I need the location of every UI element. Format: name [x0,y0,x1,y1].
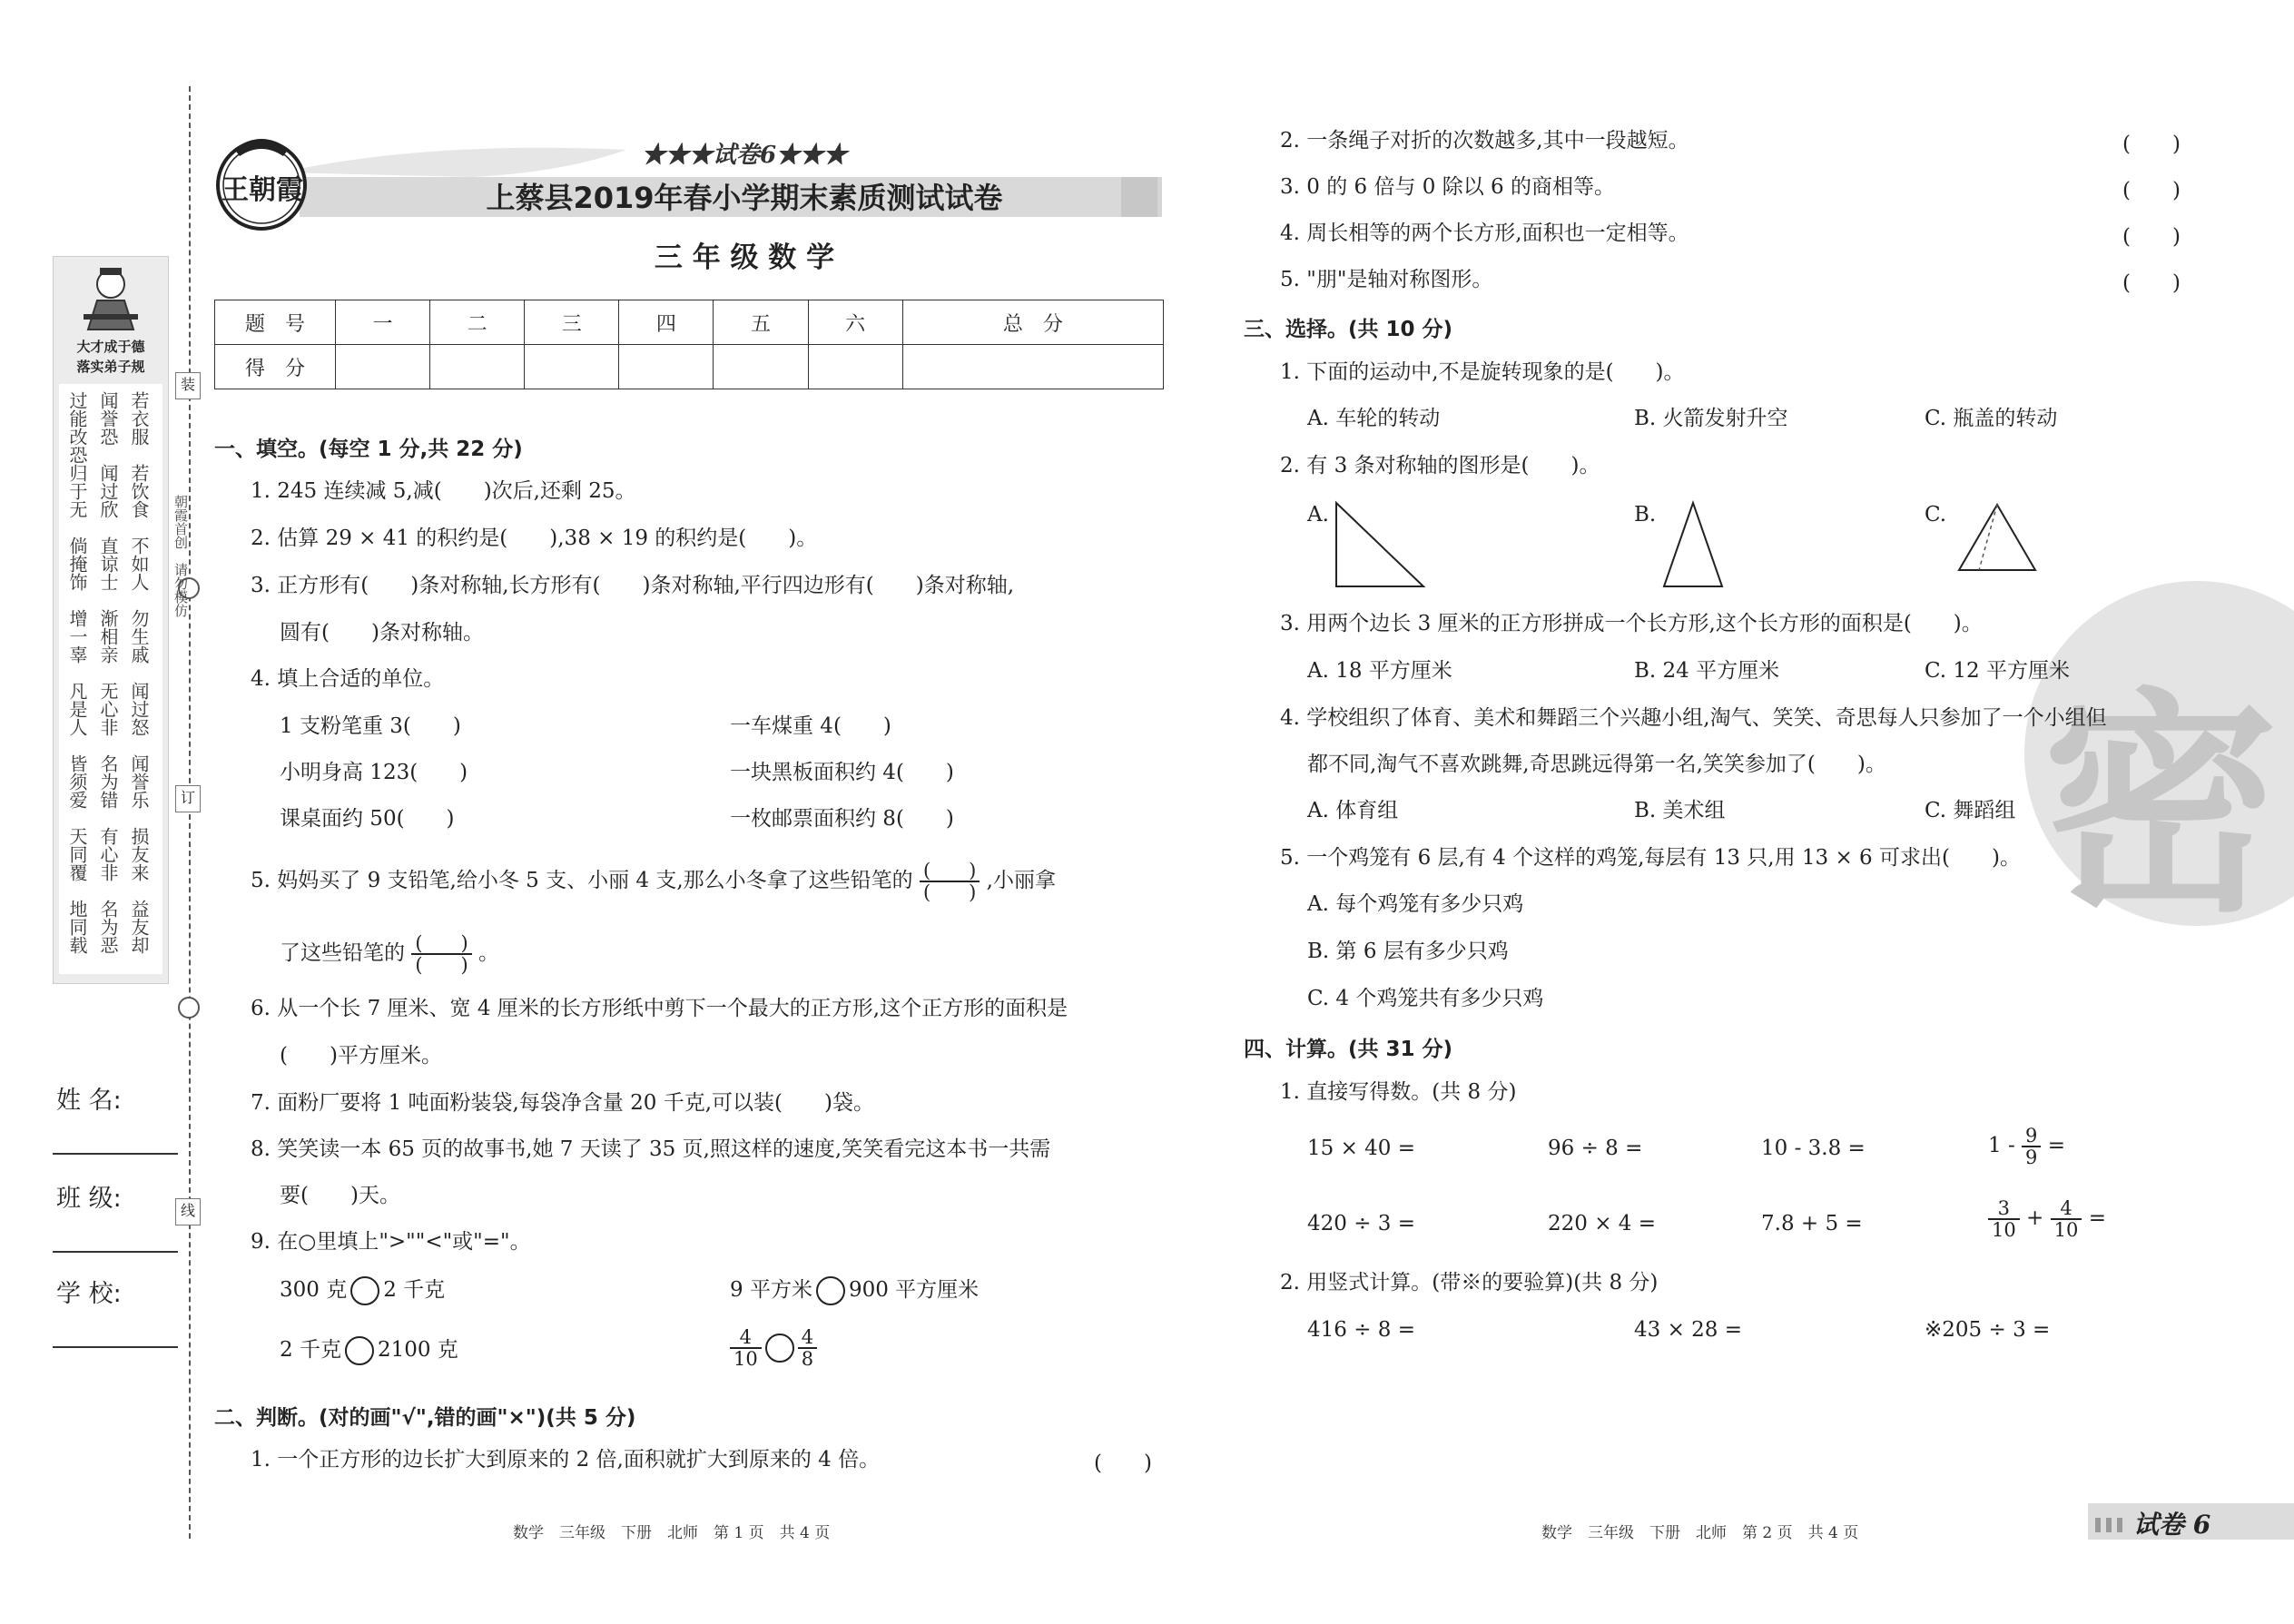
judge-item: 1. 一个正方形的边长扩大到原来的 2 倍,面积就扩大到原来的 4 倍。 [251,1448,881,1471]
judge-item: 3. 0 的 6 倍与 0 除以 6 的商相等。 [1280,175,1615,199]
paper-label: ★★★试卷6★★★ [641,142,848,169]
q9-right: 2 千克 [383,1278,446,1302]
poem-column: 若衣服 [128,391,150,446]
poem-column: 增一辜 [66,609,88,664]
footer-tag: 试卷 6 [2133,1510,2211,1540]
option[interactable]: A. 18 平方厘米 [1307,659,1452,683]
score-cell[interactable] [336,345,430,389]
poem-column: 凡是人 [66,682,88,736]
option[interactable]: B. 第 6 层有多少只鸡 [1307,940,1509,963]
p1-q1: 1. 245 连续减 5,减( )次后,还剩 25。 [251,479,636,503]
binding-mark-2: 订 [175,785,201,812]
stamp-text: 密 [2043,670,2279,944]
score-col-4: 四 [619,300,714,345]
score-cell[interactable] [808,345,902,389]
score-col-6: 六 [808,300,902,345]
p1-q5b-text: 了这些铅笔的 [280,941,405,965]
poem-column: 地同载 [66,900,88,954]
binding-line [189,86,191,1539]
right-triangle-shape [1333,499,1433,590]
calc-item: 43 × 28 = [1634,1318,1743,1342]
q9-left: 2 千克 [280,1338,341,1362]
poem-column: 闻过欣 [97,464,119,518]
fraction-num: 4 [730,1327,762,1349]
compare-circle[interactable] [345,1336,374,1365]
p1-q4: 4. 填上合适的单位。 [251,667,445,691]
calc-item: 10 - 3.8 = [1761,1137,1866,1160]
fraction-den: 10 [1992,1219,2016,1241]
score-cell[interactable] [430,345,525,389]
poem-column: 过能改恐 [66,391,88,464]
poem-column: 渐相亲 [97,609,119,664]
score-col-2: 二 [430,300,525,345]
poem-column: 名为错 [97,754,119,809]
fraction-den: 10 [2053,1219,2079,1241]
option[interactable]: B. 24 平方厘米 [1634,659,1780,683]
p1-q6a: 6. 从一个长 7 厘米、宽 4 厘米的长方形纸中剪下一个最大的正方形,这个正方形的面积是 [251,997,1068,1020]
fraction-den: ( ) [415,954,468,976]
p1-q9-compare-4 [730,1327,817,1369]
poem-column: 若饮食 [128,464,150,518]
footer-right: 数学 三年级 下册 北师 第 2 页 共 4 页 [1541,1524,1859,1542]
calc-item: ※205 ÷ 3 = [1925,1318,2051,1342]
calc-item: 7.8 + 5 = [1761,1212,1863,1235]
calc-op: + [2026,1206,2044,1230]
option[interactable]: A. 车轮的转动 [1307,407,1441,430]
poem-column: 皆须爱 [66,754,88,809]
footer-left: 数学 三年级 下册 北师 第 1 页 共 4 页 [513,1524,831,1542]
poem-column: 勿生戚 [128,609,150,664]
equilateral-triangle-shape [1952,499,2043,590]
calc-item: 96 ÷ 8 = [1548,1137,1643,1160]
p1-q9-compare-1 [280,1276,445,1305]
score-table-header-row [215,300,1164,345]
poem-column: 归于无 [66,464,88,518]
score-col-1: 一 [336,300,430,345]
score-table-score-row [215,345,1164,389]
compare-circle[interactable] [816,1276,845,1305]
logo-text: 王朝霞 [222,174,303,206]
q9-right: 2100 克 [377,1338,458,1362]
option[interactable]: A. [1307,503,1329,527]
score-cell[interactable] [902,345,1163,389]
option[interactable]: B. 火箭发射升空 [1634,407,1788,430]
poem-column: 无心非 [97,682,119,736]
p3-q4a: 4. 学校组织了体育、美术和舞蹈三个兴趣小组,淘气、笑笑、奇思每人只参加了一个小组但 [1280,706,2107,730]
stamp-circle [2024,581,2294,944]
isosceles-triangle-shape [1657,499,1729,590]
name-field[interactable] [53,1153,178,1155]
class-field[interactable] [53,1251,178,1253]
p1-q5a [251,861,1056,902]
judge-item: 2. 一条绳子对折的次数越多,其中一段越短。 [1280,129,1689,153]
poem-column: 闻誉恐 [97,391,119,446]
p1-q3b: 圆有( )条对称轴。 [280,621,484,645]
p3-q2: 2. 有 3 条对称轴的图形是( )。 [1280,454,1600,477]
calc-item: 220 × 4 = [1548,1212,1657,1235]
option[interactable]: A. 每个鸡笼有多少只鸡 [1307,892,1524,916]
judge-item: 5. "朋"是轴对称图形。 [1280,268,1493,291]
p1-q5b-end: 。 [478,941,500,965]
fraction-num: 3 [1988,1198,2020,1220]
fraction-den: 8 [801,1348,814,1370]
q9-left: 300 克 [280,1278,348,1302]
fraction-num: 4 [2051,1198,2082,1220]
footer-tag-squares [2095,1518,2122,1532]
part4-heading: 四、计算。(共 31 分) [1244,1038,1453,1061]
poem-column: 闻誉乐 [128,754,150,809]
poem-column: 益友却 [128,900,150,954]
calc-pre: 1 - [1988,1134,2015,1157]
binding-hole-2 [178,997,200,1019]
calc-post: = [2088,1206,2106,1230]
poem-column: 不如人 [128,536,150,591]
fraction [2022,1126,2041,1167]
option[interactable]: C. 12 平方厘米 [1925,659,2070,683]
p1-q9-compare-2 [730,1276,979,1305]
name-label: 姓 名: [56,1087,122,1115]
score-col-label: 题 号 [215,300,336,345]
p1-q4-item: 一枚邮票面积约 8( ) [730,807,954,831]
p1-q8b: 要( )天。 [280,1184,400,1207]
poem-column: 直谅士 [97,536,119,591]
p1-q5a-end: ,小丽拿 [986,869,1056,892]
fraction-num: ( ) [411,933,471,955]
p1-q4-item: 一车煤重 4( ) [730,714,891,738]
calc-item-frac [1988,1198,2106,1240]
paper-title: 上蔡县2019年春小学期末素质测试试卷 [486,181,1003,215]
p4-s2: 2. 用竖式计算。(带※的要验算)(共 8 分) [1280,1271,1659,1294]
p3-q4b: 都不同,淘气不喜欢跳舞,奇思跳远得第一名,笑笑参加了( )。 [1307,753,1886,776]
fraction-blank [920,861,980,902]
score-table [214,300,1164,389]
paper-subtitle: 三 年 级 数 学 [654,241,835,274]
p3-q3: 3. 用两个边长 3 厘米的正方形拼成一个长方形,这个长方形的面积是( )。 [1280,612,1983,635]
calc-item: 416 ÷ 8 = [1307,1318,1416,1342]
q9-right: 900 平方厘米 [848,1278,980,1302]
p1-q7: 7. 面粉厂要将 1 吨面粉装袋,每袋净含量 20 千克,可以装( )袋。 [251,1091,874,1115]
option[interactable]: C. 舞蹈组 [1925,799,2016,822]
fraction-num: 4 [798,1327,817,1349]
binding-mark-3: 线 [175,1198,201,1225]
score-col-total: 总 分 [902,300,1163,345]
motto-2: 落实弟子规 [76,359,145,375]
poem-column: 损友来 [128,827,150,881]
p1-q2: 2. 估算 29 × 41 的积约是( ),38 × 19 的积约是( )。 [251,527,818,550]
p1-q6b: ( )平方厘米。 [280,1044,442,1068]
option[interactable]: C. 瓶盖的转动 [1925,407,2058,430]
answer-paren[interactable]: ( ) [2122,271,2181,295]
p1-q5a-text: 5. 妈妈买了 9 支铅笔,给小冬 5 支、小丽 4 支,那么小冬拿了这些铅笔的 [251,869,913,892]
option[interactable]: C. 4 个鸡笼共有多少只鸡 [1307,987,1544,1010]
answer-paren[interactable]: ( ) [1094,1452,1152,1475]
score-cell[interactable] [619,345,714,389]
p1-q4-item: 一块黑板面积约 4( ) [730,761,954,784]
p1-q3a: 3. 正方形有( )条对称轴,长方形有( )条对称轴,平行四边形有( )条对称轴, [251,574,1015,597]
fraction-num: 9 [2022,1126,2041,1147]
poem-column: 天同覆 [66,827,88,881]
school-label: 学 校: [56,1280,122,1308]
answer-paren[interactable]: ( ) [2122,179,2181,202]
p1-q9: 9. 在○里填上">""<"或"="。 [251,1230,531,1254]
p1-q4-item: 课桌面约 50( ) [280,807,455,831]
p1-q4-item: 1 支粉笔重 3( ) [280,714,461,738]
copyright-notice: 朝霞首创 请勿模仿 [172,495,189,617]
compare-circle[interactable] [765,1334,794,1363]
answer-paren[interactable]: ( ) [2122,225,2181,249]
option[interactable]: A. 体育组 [1307,799,1399,822]
poem-column: 倘掩饰 [66,536,88,591]
fraction-num: ( ) [920,861,980,882]
option[interactable]: C. [1925,503,1947,527]
option[interactable]: B. [1634,503,1657,527]
score-col-3: 三 [525,300,619,345]
binding-mark-1: 装 [175,372,201,399]
score-row-label: 得 分 [215,345,336,389]
p1-q9-compare-3 [280,1336,458,1365]
compare-circle[interactable] [350,1276,379,1305]
calc-item: 15 × 40 = [1307,1137,1416,1160]
scholar-icon [79,264,143,332]
calc-item: 420 ÷ 3 = [1307,1212,1416,1235]
motto-1: 大才成于德 [76,339,145,355]
p4-s1: 1. 直接写得数。(共 8 分) [1280,1080,1517,1104]
sidebar-panel [53,256,169,984]
p1-q8a: 8. 笑笑读一本 65 页的故事书,她 7 天读了 35 页,照这样的速度,笑笑看完这本书一共需 [251,1137,1051,1161]
p1-q5b [280,933,499,975]
fraction-den: 9 [2025,1147,2038,1168]
option[interactable]: B. 美术组 [1634,799,1726,822]
fraction [1988,1198,2020,1240]
p3-q5: 5. 一个鸡笼有 6 层,有 4 个这样的鸡笼,每层有 13 只,用 13 × 6 可求出( )。 [1280,846,2021,870]
p3-q1: 1. 下面的运动中,不是旋转现象的是( )。 [1280,360,1685,384]
judge-item: 4. 周长相等的两个长方形,面积也一定相等。 [1280,221,1689,245]
calc-item-frac [1988,1126,2065,1167]
class-label: 班 级: [56,1185,122,1213]
school-field[interactable] [53,1346,178,1348]
poem-column: 有心非 [97,827,119,881]
p1-q4-item: 小明身高 123( ) [280,761,468,784]
score-cell[interactable] [525,345,619,389]
fraction-den: ( ) [922,881,977,903]
fraction [798,1327,817,1369]
part1-heading: 一、填空。(每空 1 分,共 22 分) [214,438,523,461]
answer-paren[interactable]: ( ) [2122,133,2181,156]
fraction-blank [411,933,471,975]
score-cell[interactable] [714,345,808,389]
fraction [730,1327,762,1369]
fraction-den: 10 [733,1348,758,1370]
part2-heading: 二、判断。(对的画"√",错的画"×")(共 5 分) [214,1406,636,1430]
q9-left: 9 平方米 [730,1278,812,1302]
poem-block [59,384,162,974]
calc-post: = [2047,1134,2065,1157]
fraction [2051,1198,2082,1240]
part3-heading: 三、选择。(共 10 分) [1244,318,1453,341]
poem-column: 名为恶 [97,900,119,954]
score-col-5: 五 [714,300,808,345]
poem-column: 闻过怒 [128,682,150,736]
